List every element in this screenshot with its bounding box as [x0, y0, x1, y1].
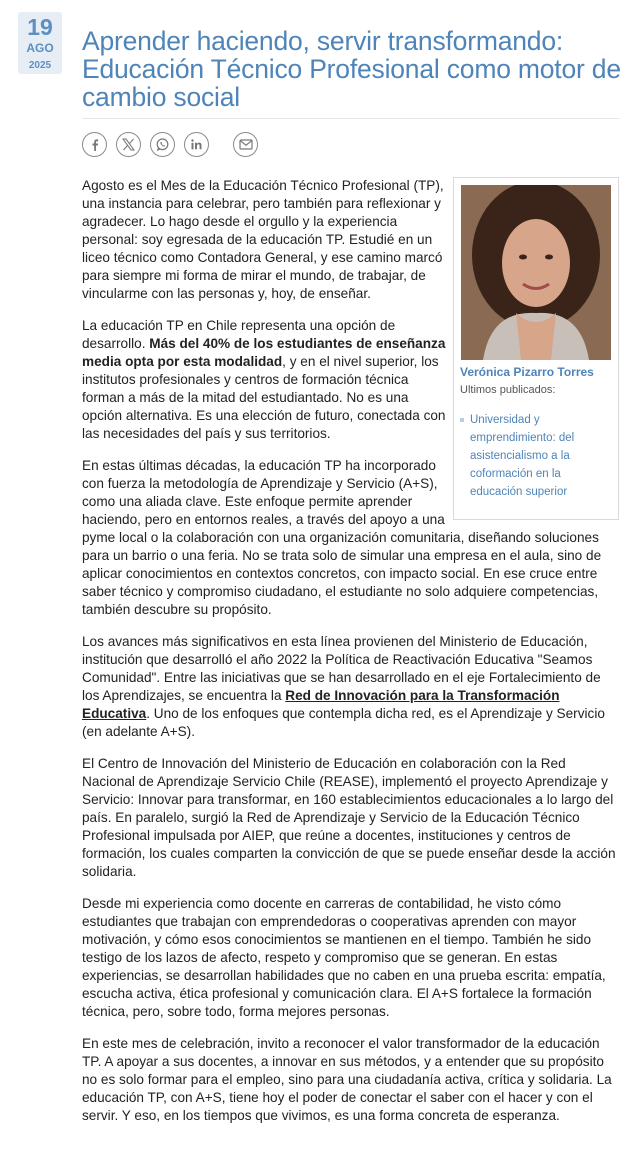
innovation-network-link[interactable]: Red de Innovación para la Transformación Educativa: [82, 688, 560, 721]
latest-posts-label: Ultimos publicados:: [460, 384, 556, 396]
date-day: 19: [27, 14, 53, 40]
linkedin-share-button[interactable]: [184, 132, 209, 157]
author-name[interactable]: Verónica Pizarro Torres: [460, 365, 594, 379]
highlight-text: Más del 40% de los estudiantes de enseñanza media opta por esta modalidad: [82, 336, 446, 369]
email-share-button[interactable]: [233, 132, 258, 157]
article-title: Aprender haciendo, servir transformando: Educación Técnico Profesional como motor de cambio social: [82, 26, 621, 112]
paragraph: Agosto es el Mes de la Educación Técnico Profesional (TP), una instancia para celebrar, pero también para reflexionar y agradecer. Lo hago desde el orgullo y la experiencia personal: soy egresada de la educación TP. Estudié en un liceo técnico como Contadora General, y ese camino marcó para siempre mi forma de mirar el mundo, de trabajar, de vincularme con las personas y, hoy, de enseñar.: [82, 178, 444, 301]
x-icon: [122, 138, 135, 151]
date-badge: [18, 12, 62, 74]
paragraph: Los avances más significativos en esta línea provienen del Ministerio de Educación, institución que desarrolló el año 2022 la Política de Reactivación Educativa "Seamos Comunidad". Entre las iniciativas que se han desarrollado en el eje Fortalecimiento de los Aprendizajes, se encuentra la Red de Innovación para la Transformación Educativa. Uno de los enfoques que contempla dicha red, es el Aprendizaje y Servicio (en adelante A+S).: [82, 634, 605, 739]
paragraph: El Centro de Innovación del Ministerio de Educación en colaboración con la Red Nacional de Aprendizaje Servicio Chile (REASE), implementó el proyecto Aprendizaje y Servicio: Innovar para transformar, en 160 establecimientos educacionales a lo largo del país. En paralelo, surgió la Red de Aprendizaje y Servicio de la Educación Técnico Profesional impulsada por AIEP, que reúne a docentes, instituciones y centros de formación, los cuales comparten la convicción de que se puede enseñar desde la acción solidaria.: [82, 756, 616, 879]
email-icon: [239, 139, 253, 150]
latest-post-link[interactable]: Universidad y emprendimiento: del asistencialismo a la coformación en la educación superior: [460, 411, 610, 501]
paragraph: Desde mi experiencia como docente en carreras de contabilidad, he visto cómo estudiantes que trabajan con emprendedoras o cooperativas aprenden con mayor motivación, y cómo esos conocimientos se mantienen en el tiempo. También he sido testigo de los lazos de afecto, respeto y compromiso que se generan. En estas experiencias, se desarrollan habilidades que no caben en una prueba escrita: empatía, escucha activa, ética profesional y comunicación clara. El A+S fortalece la formación técnica, pero, sobre todo, forma mejores personas.: [82, 896, 606, 1019]
whatsapp-icon: [155, 137, 170, 152]
whatsapp-share-button[interactable]: [150, 132, 175, 157]
facebook-share-button[interactable]: [82, 132, 107, 157]
date-month: AGO: [26, 41, 54, 55]
article-body: [82, 177, 620, 1139]
paragraph: En estas últimas décadas, la educación TP ha incorporado con fuerza la metodología de Aprendizaje y Servicio (A+S), como una aliada clave. Este enfoque permite aprender haciendo, pero en entornos reales, a través del apoyo a una pyme local o la colaboración con una organización comunitaria, diseñando soluciones para un barrio o una feria. No se trata solo de simular una empresa en el aula, sino de aplicar conocimientos en contextos concretos, con impacto social. En ese cruce entre saber técnico y compromiso ciudadano, el estudiante no solo adquiere competencias, también descubre su propósito.: [82, 458, 602, 617]
date-year: 2025: [28, 60, 52, 71]
facebook-icon: [88, 138, 102, 152]
title-divider: [82, 118, 620, 119]
linkedin-icon: [190, 138, 203, 151]
share-bar: [82, 132, 258, 157]
paragraph: En este mes de celebración, invito a reconocer el valor transformador de la educación TP. A apoyar a sus docentes, a innovar en sus métodos, y a entender que su propósito no es solo formar para el empleo, sino para una ciudadanía activa, crítica y solidaria. La educación TP, con A+S, tiene hoy el poder de conectar el saber con el hacer y con el servir. Y eso, en los tiempos que vivimos, es una forma concreta de esperanza.: [82, 1036, 612, 1123]
x-share-button[interactable]: [116, 132, 141, 157]
paragraph: La educación TP en Chile representa una opción de desarrollo. Más del 40% de los estudiantes de enseñanza media opta por esta modalidad, y en el nivel superior, los institutos profesionales y centros de formación técnica forman a más de la mitad del estudiantado. No es una opción alternativa. Es una elección de futuro, conectada con las necesidades del país y sus territorios.: [82, 318, 446, 441]
